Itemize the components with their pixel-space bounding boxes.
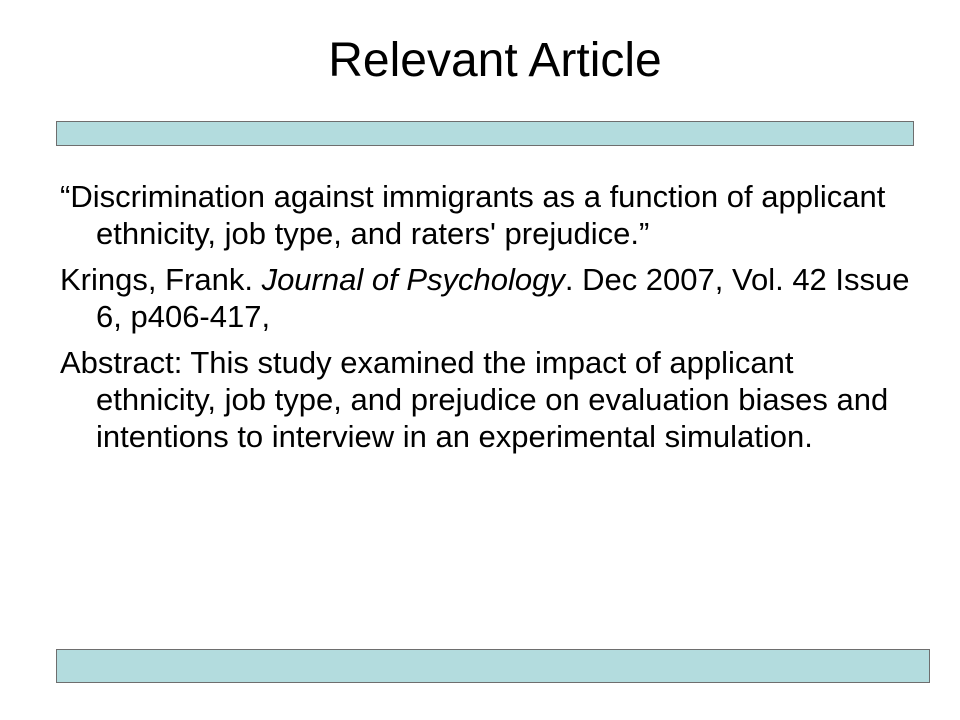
article-title: “Discrimination against immigrants as a function of applicant ethnicity, job type, and raters' prejudice.”	[60, 179, 886, 251]
decorative-band-bottom	[56, 649, 930, 683]
abstract: Abstract: This study examined the impact of applicant ethnicity, job type, and prejudice on evaluation biases and intentions to interview in an experimental simulation.	[60, 345, 889, 454]
citation-journal: Journal of Psychology	[261, 262, 565, 297]
slide-body	[60, 178, 910, 464]
decorative-band-top	[56, 121, 914, 146]
citation-details: . Dec 2007, Vol. 42 Issue 6, p406-417,	[96, 262, 910, 334]
citation-author: Krings, Frank.	[60, 262, 262, 297]
slide-title: Relevant Article	[328, 34, 662, 87]
citation	[60, 261, 910, 335]
